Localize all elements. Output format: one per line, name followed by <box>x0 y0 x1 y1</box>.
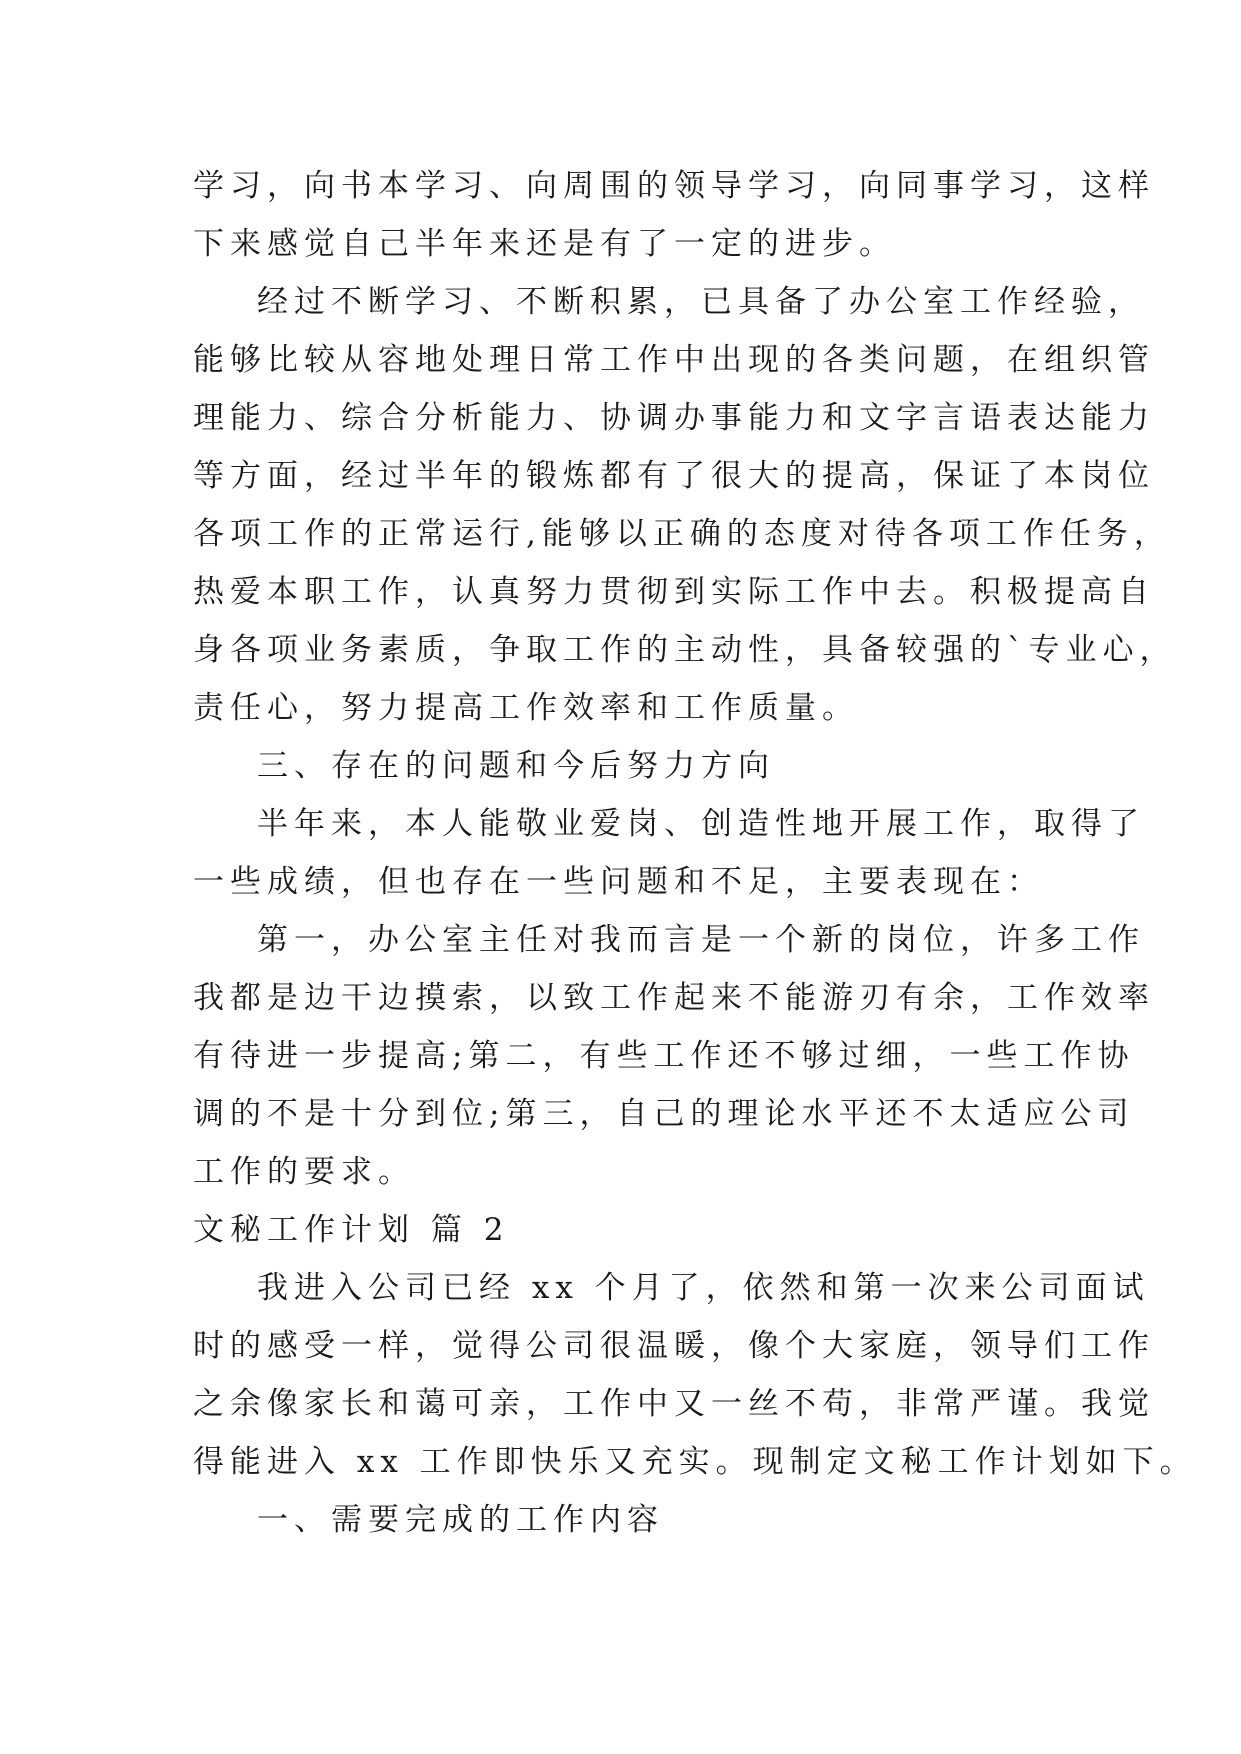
document-section-title: 文秘工作计划 篇 2 <box>193 1212 510 1248</box>
paragraph-start-line: 我进入公司已经 xx 个月了，依然和第一次来公司面试 <box>257 1270 1150 1306</box>
text-line: 各项工作的正常运行,能够以正确的态度对待各项工作任务， <box>193 516 1171 552</box>
paragraph-start-line: 第一，办公室主任对我而言是一个新的岗位，许多工作 <box>257 922 1145 958</box>
text-line: 工作的要求。 <box>193 1154 415 1190</box>
section-heading: 三、存在的问题和今后努力方向 <box>257 748 775 784</box>
paragraph-start-line: 经过不断学习、不断积累，已具备了办公室工作经验， <box>257 284 1145 320</box>
text-line: 之余像家长和蔼可亲，工作中又一丝不苟，非常严谨。我觉 <box>193 1386 1155 1422</box>
text-line: 调的不是十分到位;第三，自己的理论水平还不太适应公司 <box>193 1096 1135 1132</box>
text-line: 等方面，经过半年的锻炼都有了很大的提高，保证了本岗位 <box>193 458 1155 494</box>
text-line: 能够比较从容地处理日常工作中出现的各类问题，在组织管 <box>193 342 1155 378</box>
text-line: 责任心，努力提高工作效率和工作质量。 <box>193 690 859 726</box>
text-line: 有待进一步提高;第二，有些工作还不够过细，一些工作协 <box>193 1038 1135 1074</box>
text-line: 理能力、综合分析能力、协调办事能力和文字言语表达能力 <box>193 400 1155 436</box>
text-line: 身各项业务素质，争取工作的主动性，具备较强的`专业心， <box>193 632 1177 668</box>
paragraph-start-line: 半年来，本人能敬业爱岗、创造性地开展工作，取得了 <box>257 806 1145 842</box>
text-line: 热爱本职工作，认真努力贯彻到实际工作中去。积极提高自 <box>193 574 1155 610</box>
text-line: 一些成绩，但也存在一些问题和不足，主要表现在： <box>193 864 1044 900</box>
text-line: 下来感觉自己半年来还是有了一定的进步。 <box>193 226 896 262</box>
text-line: 学习，向书本学习、向周围的领导学习，向同事学习，这样 <box>193 168 1155 204</box>
text-line: 我都是边干边摸索，以致工作起来不能游刃有余，工作效率 <box>193 980 1155 1016</box>
section-heading: 一、需要完成的工作内容 <box>257 1502 664 1538</box>
text-line: 时的感受一样，觉得公司很温暖，像个大家庭，领导们工作 <box>193 1328 1155 1364</box>
text-line: 得能进入 xx 工作即快乐又充实。现制定文秘工作计划如下。 <box>193 1444 1197 1480</box>
